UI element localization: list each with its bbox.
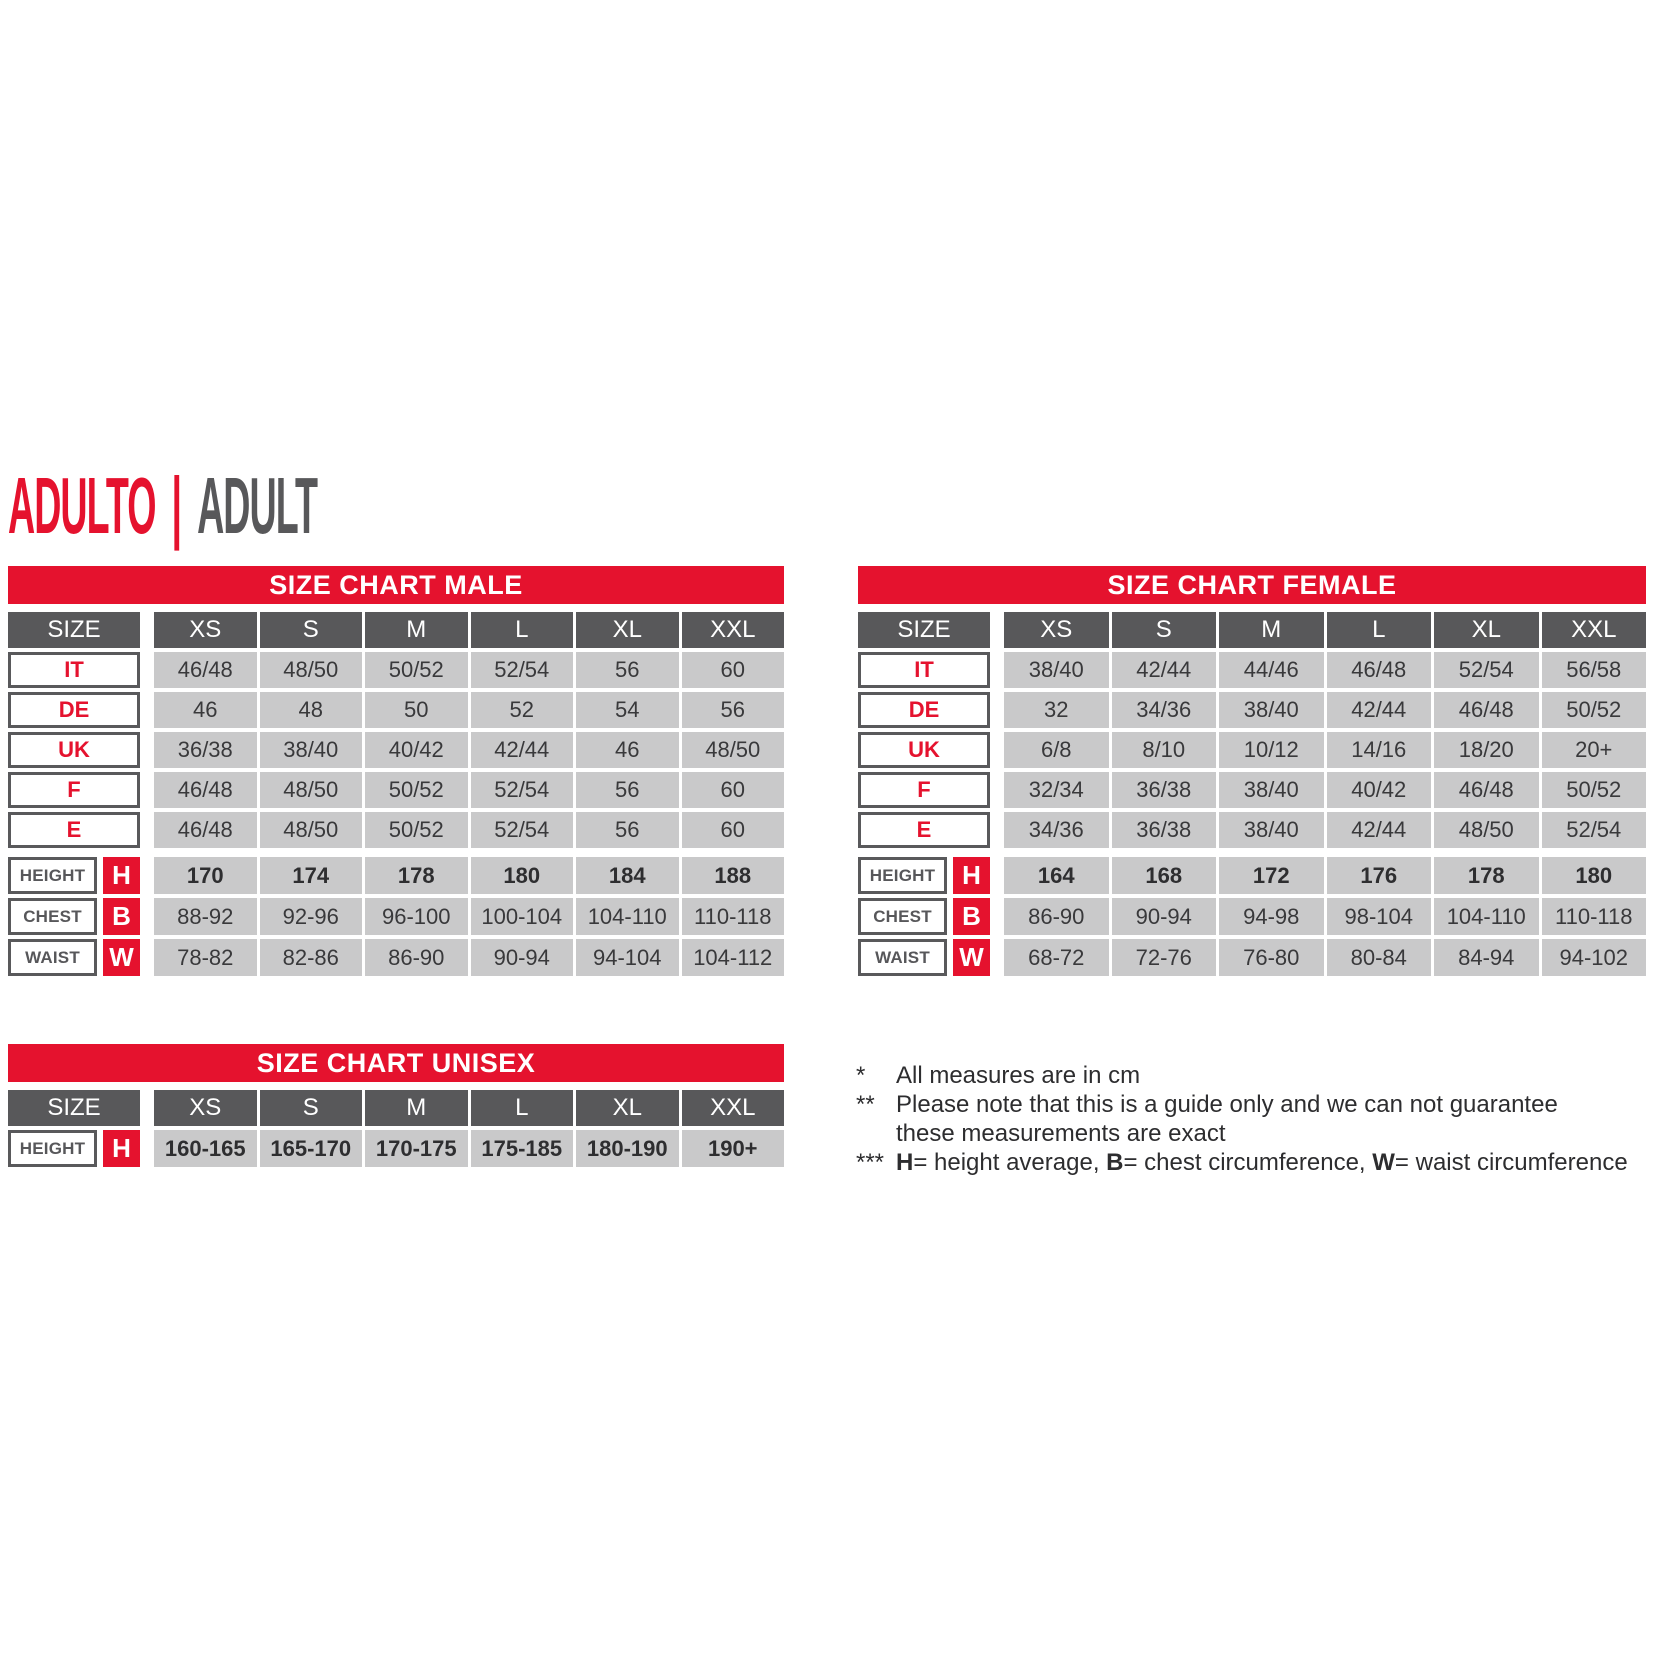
footnote-fragment: these measurements are exact bbox=[896, 1120, 1226, 1147]
measure-value-cell: 190+ bbox=[682, 1130, 785, 1167]
size-value-cell: 50/52 bbox=[1542, 692, 1647, 728]
footnote-marker bbox=[856, 1120, 896, 1148]
table-header-row bbox=[858, 612, 1646, 648]
region-label: UK bbox=[8, 732, 140, 768]
measure-row bbox=[8, 898, 784, 935]
size-value-cell: 40/42 bbox=[365, 732, 468, 768]
size-value-cell: 52/54 bbox=[471, 772, 574, 808]
measure-value-cell: 170-175 bbox=[365, 1130, 468, 1167]
size-value-cell: 44/46 bbox=[1219, 652, 1324, 688]
size-value-cell: 60 bbox=[682, 772, 785, 808]
size-row bbox=[8, 812, 784, 848]
measure-value-cell: 170 bbox=[154, 857, 257, 894]
measure-value-cell: 104-112 bbox=[682, 939, 785, 976]
footnote-text bbox=[896, 1149, 1646, 1177]
size-value-cell: 56 bbox=[576, 812, 679, 848]
measure-value-cell: 176 bbox=[1327, 857, 1432, 894]
size-chart-female-table bbox=[858, 566, 1646, 980]
measure-label: CHEST bbox=[858, 898, 947, 935]
footnote-marker: ** bbox=[856, 1091, 875, 1118]
size-value-cell: 42/44 bbox=[1327, 812, 1432, 848]
column-header-cell: S bbox=[260, 612, 363, 648]
size-value-cell: 10/12 bbox=[1219, 732, 1324, 768]
measure-value-cell: 110-118 bbox=[1542, 898, 1647, 935]
column-header-cell: XS bbox=[1004, 612, 1109, 648]
measure-row bbox=[8, 939, 784, 976]
size-header-cell: SIZE bbox=[8, 612, 140, 648]
size-value-cell: 50/52 bbox=[365, 812, 468, 848]
measure-value-cell: 98-104 bbox=[1327, 898, 1432, 935]
size-value-cell: 56/58 bbox=[1542, 652, 1647, 688]
size-value-cell: 46/48 bbox=[1327, 652, 1432, 688]
table-header-row bbox=[8, 612, 784, 648]
size-value-cell: 36/38 bbox=[154, 732, 257, 768]
size-header-cell: SIZE bbox=[8, 1090, 140, 1126]
column-header-cell: M bbox=[1219, 612, 1324, 648]
measure-value-cell: 104-110 bbox=[576, 898, 679, 935]
size-value-cell: 6/8 bbox=[1004, 732, 1109, 768]
size-value-cell: 38/40 bbox=[260, 732, 363, 768]
footnote-term: B bbox=[1106, 1149, 1124, 1176]
measure-label-group bbox=[858, 857, 990, 894]
measure-value-cell: 188 bbox=[682, 857, 785, 894]
column-header-cell: XS bbox=[154, 612, 257, 648]
size-value-cell: 34/36 bbox=[1004, 812, 1109, 848]
column-header-cell: XL bbox=[576, 612, 679, 648]
region-label: DE bbox=[8, 692, 140, 728]
measure-row bbox=[858, 939, 1646, 976]
column-header-cell: XS bbox=[154, 1090, 257, 1126]
measure-value-cell: 90-94 bbox=[471, 939, 574, 976]
size-value-cell: 38/40 bbox=[1004, 652, 1109, 688]
measure-label: WAIST bbox=[858, 939, 947, 976]
size-value-cell: 48/50 bbox=[260, 812, 363, 848]
region-label: DE bbox=[858, 692, 990, 728]
measure-label: HEIGHT bbox=[858, 857, 947, 894]
footnote-fragment: Please note that this is a guide only and we can not guarantee bbox=[896, 1091, 1558, 1118]
size-value-cell: 48/50 bbox=[682, 732, 785, 768]
size-value-cell: 46/48 bbox=[154, 812, 257, 848]
size-value-cell: 20+ bbox=[1542, 732, 1647, 768]
size-value-cell: 14/16 bbox=[1327, 732, 1432, 768]
measure-label-group bbox=[8, 898, 140, 935]
size-value-cell: 32 bbox=[1004, 692, 1109, 728]
measure-value-cell: 76-80 bbox=[1219, 939, 1324, 976]
size-row bbox=[858, 772, 1646, 808]
size-value-cell: 56 bbox=[576, 772, 679, 808]
size-value-cell: 38/40 bbox=[1219, 692, 1324, 728]
measure-value-cell: 178 bbox=[365, 857, 468, 894]
measure-value-cell: 110-118 bbox=[682, 898, 785, 935]
column-header-cell: XXL bbox=[1542, 612, 1647, 648]
column-spacer bbox=[143, 812, 151, 848]
size-value-cell: 36/38 bbox=[1112, 772, 1217, 808]
measure-value-cell: 104-110 bbox=[1434, 898, 1539, 935]
measure-value-cell: 94-104 bbox=[576, 939, 679, 976]
size-value-cell: 46 bbox=[576, 732, 679, 768]
footnote-term: W bbox=[1372, 1149, 1395, 1176]
footnote-fragment: = waist circumference bbox=[1394, 1149, 1628, 1176]
size-value-cell: 46/48 bbox=[1434, 772, 1539, 808]
table-header-row bbox=[8, 1090, 784, 1126]
measure-row bbox=[8, 857, 784, 894]
size-value-cell: 40/42 bbox=[1327, 772, 1432, 808]
region-label: F bbox=[8, 772, 140, 808]
size-value-cell: 50/52 bbox=[365, 652, 468, 688]
footnote-marker: *** bbox=[856, 1149, 885, 1176]
measure-row bbox=[858, 857, 1646, 894]
measure-value-cell: 78-82 bbox=[154, 939, 257, 976]
page-title bbox=[8, 461, 317, 550]
size-value-cell: 48 bbox=[260, 692, 363, 728]
column-spacer bbox=[993, 898, 1001, 935]
measure-label: HEIGHT bbox=[8, 1130, 97, 1167]
footnote-text bbox=[896, 1062, 1646, 1090]
measure-label: CHEST bbox=[8, 898, 97, 935]
size-value-cell: 46 bbox=[154, 692, 257, 728]
size-row bbox=[8, 772, 784, 808]
footnote-text bbox=[896, 1120, 1646, 1148]
column-spacer bbox=[143, 898, 151, 935]
measure-label-group bbox=[8, 939, 140, 976]
column-header-cell: L bbox=[471, 612, 574, 648]
measure-label-group bbox=[8, 857, 140, 894]
column-spacer bbox=[143, 692, 151, 728]
footnote-line bbox=[856, 1091, 1646, 1119]
page-title-primary: ADULTO bbox=[8, 461, 156, 550]
measure-value-cell: 100-104 bbox=[471, 898, 574, 935]
size-value-cell: 46/48 bbox=[1434, 692, 1539, 728]
size-value-cell: 52/54 bbox=[471, 652, 574, 688]
title-separator: | bbox=[171, 461, 182, 550]
measure-value-cell: 184 bbox=[576, 857, 679, 894]
column-spacer bbox=[993, 772, 1001, 808]
footnote-fragment: = height average, bbox=[913, 1149, 1107, 1176]
column-spacer bbox=[993, 857, 1001, 894]
size-value-cell: 42/44 bbox=[471, 732, 574, 768]
footnote-text bbox=[896, 1091, 1646, 1119]
size-value-cell: 50/52 bbox=[1542, 772, 1647, 808]
footnote-marker: * bbox=[856, 1062, 866, 1089]
size-value-cell: 56 bbox=[682, 692, 785, 728]
measure-letter-badge: H bbox=[953, 857, 990, 894]
size-value-cell: 48/50 bbox=[1434, 812, 1539, 848]
table-title-bar: SIZE CHART FEMALE bbox=[858, 566, 1646, 604]
size-value-cell: 38/40 bbox=[1219, 772, 1324, 808]
column-spacer bbox=[143, 1090, 151, 1126]
column-spacer bbox=[993, 692, 1001, 728]
measure-label-group bbox=[858, 898, 990, 935]
size-value-cell: 32/34 bbox=[1004, 772, 1109, 808]
column-header-cell: XL bbox=[1434, 612, 1539, 648]
measure-value-cell: 174 bbox=[260, 857, 363, 894]
measure-value-cell: 90-94 bbox=[1112, 898, 1217, 935]
size-row bbox=[858, 692, 1646, 728]
measure-letter-badge: B bbox=[953, 898, 990, 935]
size-value-cell: 52/54 bbox=[1434, 652, 1539, 688]
column-spacer bbox=[993, 939, 1001, 976]
size-row bbox=[858, 652, 1646, 688]
measure-value-cell: 86-90 bbox=[365, 939, 468, 976]
measure-label-group bbox=[858, 939, 990, 976]
measure-letter-badge: H bbox=[103, 1130, 140, 1167]
size-row bbox=[8, 652, 784, 688]
measure-value-cell: 180 bbox=[471, 857, 574, 894]
footnotes bbox=[856, 1062, 1646, 1178]
measure-label: HEIGHT bbox=[8, 857, 97, 894]
size-header-cell: SIZE bbox=[858, 612, 990, 648]
measure-letter-badge: B bbox=[103, 898, 140, 935]
column-spacer bbox=[993, 612, 1001, 648]
size-value-cell: 36/38 bbox=[1112, 812, 1217, 848]
size-value-cell: 52 bbox=[471, 692, 574, 728]
measure-label-group bbox=[8, 1130, 140, 1167]
column-header-cell: L bbox=[1327, 612, 1432, 648]
column-header-cell: M bbox=[365, 1090, 468, 1126]
region-label: IT bbox=[8, 652, 140, 688]
measure-value-cell: 160-165 bbox=[154, 1130, 257, 1167]
column-header-cell: S bbox=[260, 1090, 363, 1126]
column-spacer bbox=[143, 732, 151, 768]
column-spacer bbox=[993, 732, 1001, 768]
column-spacer bbox=[993, 812, 1001, 848]
size-row bbox=[8, 692, 784, 728]
footnote-fragment: All measures are in cm bbox=[896, 1062, 1141, 1089]
measure-value-cell: 82-86 bbox=[260, 939, 363, 976]
column-spacer bbox=[143, 772, 151, 808]
column-header-cell: L bbox=[471, 1090, 574, 1126]
measure-letter-badge: W bbox=[953, 939, 990, 976]
size-row bbox=[858, 812, 1646, 848]
size-value-cell: 42/44 bbox=[1327, 692, 1432, 728]
region-label: E bbox=[858, 812, 990, 848]
column-spacer bbox=[993, 652, 1001, 688]
measure-value-cell: 94-102 bbox=[1542, 939, 1647, 976]
size-value-cell: 48/50 bbox=[260, 652, 363, 688]
measure-letter-badge: H bbox=[103, 857, 140, 894]
column-spacer bbox=[143, 612, 151, 648]
measure-value-cell: 175-185 bbox=[471, 1130, 574, 1167]
column-spacer bbox=[143, 652, 151, 688]
size-value-cell: 46/48 bbox=[154, 772, 257, 808]
page-title-secondary: ADULT bbox=[197, 461, 317, 550]
column-header-cell: XL bbox=[576, 1090, 679, 1126]
size-value-cell: 38/40 bbox=[1219, 812, 1324, 848]
size-value-cell: 60 bbox=[682, 652, 785, 688]
size-value-cell: 34/36 bbox=[1112, 692, 1217, 728]
size-row bbox=[8, 732, 784, 768]
measure-value-cell: 180 bbox=[1542, 857, 1647, 894]
size-chart-male-table bbox=[8, 566, 784, 980]
measure-value-cell: 96-100 bbox=[365, 898, 468, 935]
size-value-cell: 50 bbox=[365, 692, 468, 728]
column-header-cell: XXL bbox=[682, 612, 785, 648]
measure-value-cell: 80-84 bbox=[1327, 939, 1432, 976]
region-label: IT bbox=[858, 652, 990, 688]
measure-row bbox=[8, 1130, 784, 1167]
footnote-line bbox=[856, 1120, 1646, 1148]
measure-value-cell: 68-72 bbox=[1004, 939, 1109, 976]
region-label: UK bbox=[858, 732, 990, 768]
size-value-cell: 52/54 bbox=[1542, 812, 1647, 848]
measure-value-cell: 168 bbox=[1112, 857, 1217, 894]
measure-value-cell: 180-190 bbox=[576, 1130, 679, 1167]
column-spacer bbox=[143, 939, 151, 976]
region-label: E bbox=[8, 812, 140, 848]
size-value-cell: 54 bbox=[576, 692, 679, 728]
table-title-bar: SIZE CHART UNISEX bbox=[8, 1044, 784, 1082]
size-row bbox=[858, 732, 1646, 768]
region-label: F bbox=[858, 772, 990, 808]
measure-value-cell: 165-170 bbox=[260, 1130, 363, 1167]
measure-value-cell: 72-76 bbox=[1112, 939, 1217, 976]
size-value-cell: 56 bbox=[576, 652, 679, 688]
measure-value-cell: 164 bbox=[1004, 857, 1109, 894]
measure-row bbox=[858, 898, 1646, 935]
measure-value-cell: 88-92 bbox=[154, 898, 257, 935]
size-value-cell: 50/52 bbox=[365, 772, 468, 808]
measure-value-cell: 178 bbox=[1434, 857, 1539, 894]
column-header-cell: XXL bbox=[682, 1090, 785, 1126]
measure-value-cell: 84-94 bbox=[1434, 939, 1539, 976]
footnote-line bbox=[856, 1149, 1646, 1177]
measure-value-cell: 92-96 bbox=[260, 898, 363, 935]
size-value-cell: 8/10 bbox=[1112, 732, 1217, 768]
table-title-bar: SIZE CHART MALE bbox=[8, 566, 784, 604]
size-value-cell: 42/44 bbox=[1112, 652, 1217, 688]
column-spacer bbox=[143, 857, 151, 894]
measure-label: WAIST bbox=[8, 939, 97, 976]
footnote-line bbox=[856, 1062, 1646, 1090]
column-spacer bbox=[143, 1130, 151, 1167]
size-value-cell: 46/48 bbox=[154, 652, 257, 688]
footnote-term: H bbox=[896, 1149, 914, 1176]
size-value-cell: 60 bbox=[682, 812, 785, 848]
size-chart-unisex-table bbox=[8, 1044, 784, 1171]
size-value-cell: 52/54 bbox=[471, 812, 574, 848]
measure-value-cell: 94-98 bbox=[1219, 898, 1324, 935]
column-header-cell: M bbox=[365, 612, 468, 648]
column-header-cell: S bbox=[1112, 612, 1217, 648]
size-value-cell: 48/50 bbox=[260, 772, 363, 808]
size-value-cell: 18/20 bbox=[1434, 732, 1539, 768]
measure-value-cell: 86-90 bbox=[1004, 898, 1109, 935]
measure-letter-badge: W bbox=[103, 939, 140, 976]
measure-value-cell: 172 bbox=[1219, 857, 1324, 894]
footnote-fragment: = chest circumference, bbox=[1123, 1149, 1373, 1176]
